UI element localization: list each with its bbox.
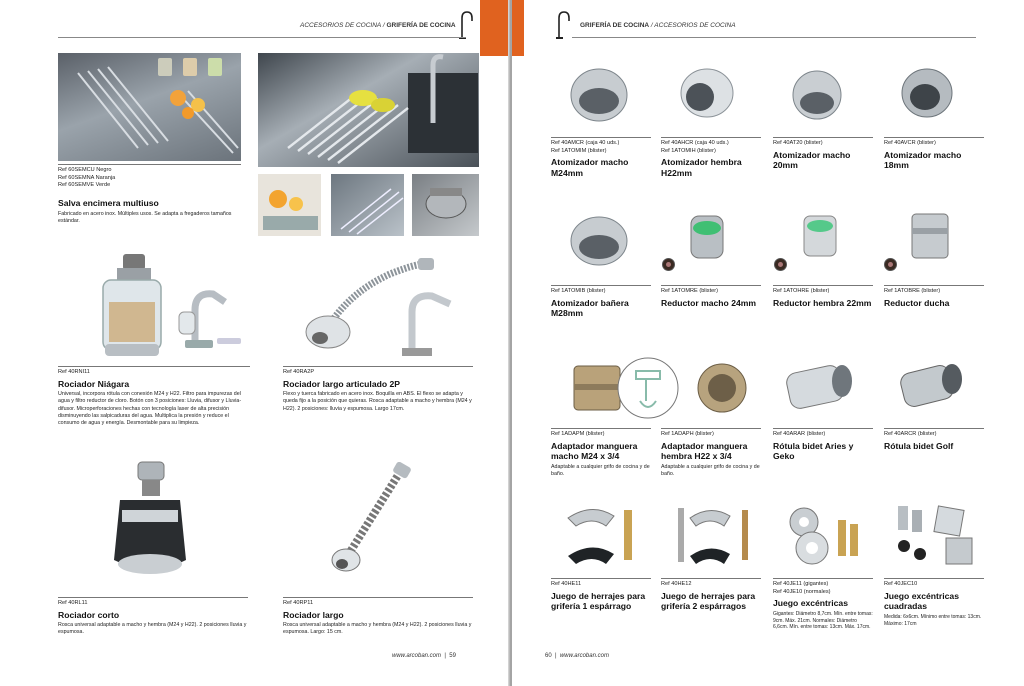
product-description: Rosca universal adaptable a macho y hembra (M24 y H22). 2 posiciones lluvia y espumosa. Largo: 15 cm. [283,622,472,636]
product-item [773,285,873,308]
product-item [58,597,248,637]
product-item [58,366,250,427]
product-ref: Ref 40JE11 (gigantes) [773,581,829,587]
product-item [551,137,651,179]
product-photo-reductor-macho [677,208,737,268]
product-ref: Ref 40AVCR (blister) [884,140,936,146]
section-color-tab [480,0,510,56]
product-description: Adaptable a cualquier grifo de cocina y de baño. [551,464,650,478]
product-item [661,578,761,612]
catalog-page-60 [512,0,1024,686]
product-item [661,137,761,179]
product-photo-reductor-ducha [900,208,960,268]
product-item [884,285,984,308]
product-photo-herrajes-2 [672,500,756,574]
product-ref: Ref 60SEMCU Negro [58,167,112,173]
product-ref: Ref 1ATOMIB (blister) [551,288,606,294]
product-title: Atomizador bañera M28mm [551,297,629,319]
page-header: GRIFERÍA DE COCINA / ACCESORIOS DE COCINA [580,22,736,29]
product-ref: Ref 60SEMVE Verde [58,182,111,189]
product-title: Adaptador manguera hembra H22 x 3/4 [661,440,748,462]
product-title: Reductor ducha [884,297,950,308]
product-title: Atomizador macho 18mm [884,149,962,171]
product-item [773,137,873,171]
product-title: Rótula bidet Aries y Geko [773,440,854,462]
product-photo-rociador-articulado [300,252,460,360]
product-photo-rociador-niagara [95,252,255,360]
product-title: Rociador largo [283,609,344,620]
product-photo-rotula-aries [778,355,858,420]
product-item [283,366,473,413]
product-item [884,578,984,628]
product-ref: Ref 40RNI11 [58,369,90,375]
page-number: 60 [545,653,552,659]
header-rule [58,37,466,38]
product-ref: Ref 1ADAPM (blister) [551,431,605,437]
product-item [551,428,651,478]
product-description: Medida: 6x6cm. Mínimo entre tomas: 13cm. Máximo: 17cm [884,614,982,627]
blister-icon [884,258,897,271]
section-color-tab [512,0,524,56]
product-photo-rotula-golf [892,355,972,420]
product-photo-atomizador-macho-18 [892,55,962,125]
product-item [773,578,873,631]
product-ref: Ref 1ATOHRE (blister) [773,288,830,294]
product-info [58,196,248,225]
product-ref: Ref 1ATOMIM (blister) [551,147,607,154]
product-photo-adaptador-hembra [692,358,752,418]
product-ref: Ref 40RP11 [283,600,314,606]
product-description: Gigantes: Diámetro 8,7cm. Mín. entre tomas: 9cm. Máx. 21cm. Normales: Diámetro 6,6cm. Mín. entre tomas: 13cm. Máx. 17cm. [773,610,873,631]
product-photo-adaptador-diagram [616,351,680,425]
product-ref: Ref 40JEC10 [884,581,918,587]
product-photo-salva-encimera-1 [58,53,241,161]
product-ref: Ref 1ATOBRE (blister) [884,288,941,294]
product-item [884,428,984,451]
product-title: Juego excéntricas cuadradas [884,590,959,612]
header-section: ACCESORIOS DE COCINA [300,22,382,29]
product-title: Juego de herrajes para grifería 1 espárrago [551,590,646,612]
page-footer: www.arcoban.com | 59 [392,653,456,659]
faucet-icon [458,10,474,40]
product-photo-atomizador-macho-20 [782,55,852,125]
product-item [283,597,473,637]
footer-url: www.arcoban.com [392,653,442,659]
catalog-page-59 [0,0,510,686]
faucet-icon [555,10,571,40]
header-rule [572,37,976,38]
product-item [884,137,984,171]
product-ref: Ref 60SEMNA Naranja [58,174,116,181]
product-title: Salva encimera multiuso [58,198,159,208]
product-photo-excentricas [784,500,868,574]
product-title: Rociador largo articulado 2P [283,378,400,389]
product-title: Rótula bidet Golf [884,440,954,451]
product-description: Flexo y tuerca fabricado en acero inox. Boquilla en ABS. El flexo se adapta y queda fijo a la posición que quieras. Rosca adaptable a macho y hembra (M24 y H22). 2 posiciones: lluvia y espumosa. Largo 17cm. [283,391,472,412]
product-ref: Ref 40ARAR (blister) [773,431,826,437]
page-footer: 60 | www.arcoban.com [545,653,609,659]
product-title: Rociador Niágara [58,378,130,389]
product-photo-salva-encimera-4 [331,174,404,236]
product-photo-rociador-corto [110,460,190,582]
product-item [58,164,241,190]
product-title: Reductor macho 24mm [661,297,757,308]
product-photo-excentricas-cuadradas [890,500,980,574]
product-ref: Ref 40JE10 (normales) [773,588,831,595]
blister-icon [662,258,675,271]
page-header: ACCESORIOS DE COCINA / GRIFERÍA DE COCINA [300,22,456,29]
product-item [551,578,651,612]
page-number: 59 [449,653,456,659]
product-item [551,285,651,319]
product-ref: Ref 1ATOMIH (blister) [661,147,716,154]
product-ref: Ref 40ARCR (blister) [884,431,937,437]
product-description: Rosca universal adaptable a macho y hembra (M24 y H22). 2 posiciones lluvia y espumosa. [58,622,247,636]
product-description: Fabricado en acero inox. Múltiples usos. Se adapta a fregaderos tamaños estándar. [58,210,232,224]
product-photo-salva-encimera-3 [258,174,321,236]
product-ref: Ref 40AT20 (blister) [773,140,823,146]
product-item [661,428,761,478]
product-title: Adaptador manguera macho M24 x 3/4 [551,440,638,462]
product-item [661,285,761,308]
product-title: Reductor hembra 22mm [773,297,872,308]
blister-icon [774,258,787,271]
product-ref: Ref 40HE12 [661,581,692,587]
product-title: Juego de herrajes para grifería 2 espárragos [661,590,756,612]
product-description: Universal, incorpora rótula con conexión M24 y H22. Filtro para impurezas del agua y filtro reductor de cloro. Botón con 3 posiciones: Lluvia, difusor y Lluvia-difusor. Microperforaciones hechas con tecnología laser de alta precisión disminuyendo las salpicaduras del agua. Multiplica la presión y reduce el consumo de agua y energía. Desmontable para su limpieza. [58,391,242,426]
product-ref: Ref 40RL11 [58,600,88,606]
product-photo-salva-encimera-2 [258,53,479,167]
product-description: Adaptable a cualquier grifo de cocina y de baño. [661,464,760,478]
header-subsection: ACCESORIOS DE COCINA [654,22,736,29]
product-title: Atomizador macho 20mm [773,149,851,171]
product-title: Atomizador macho M24mm [551,157,629,178]
product-photo-salva-encimera-5 [412,174,479,236]
product-photo-atomizador-macho-m24 [564,55,634,125]
product-photo-rociador-largo [320,462,420,582]
product-photo-herrajes-1 [562,500,642,574]
product-ref: Ref 1ADAPH (blister) [661,431,714,437]
product-photo-atomizador-hembra-h22 [672,55,742,125]
product-ref: Ref 40RA2P [283,369,315,375]
product-photo-atomizador-banera [564,205,634,275]
product-item [773,428,873,462]
product-title: Rociador corto [58,609,120,620]
product-title: Atomizador hembra H22mm [661,157,742,178]
product-ref: Ref 1ATOMRE (blister) [661,288,718,294]
product-title: Juego excéntricas [773,598,848,609]
footer-url: www.arcoban.com [559,653,609,659]
header-subsection: GRIFERÍA DE COCINA [386,22,456,29]
product-photo-reductor-hembra [790,208,850,268]
product-ref: Ref 40AHCR (caja 40 uds.) [661,140,729,146]
product-ref: Ref 40AMCR (caja 40 uds.) [551,140,620,146]
product-ref: Ref 40HE11 [551,581,582,587]
header-section: GRIFERÍA DE COCINA [580,22,650,29]
